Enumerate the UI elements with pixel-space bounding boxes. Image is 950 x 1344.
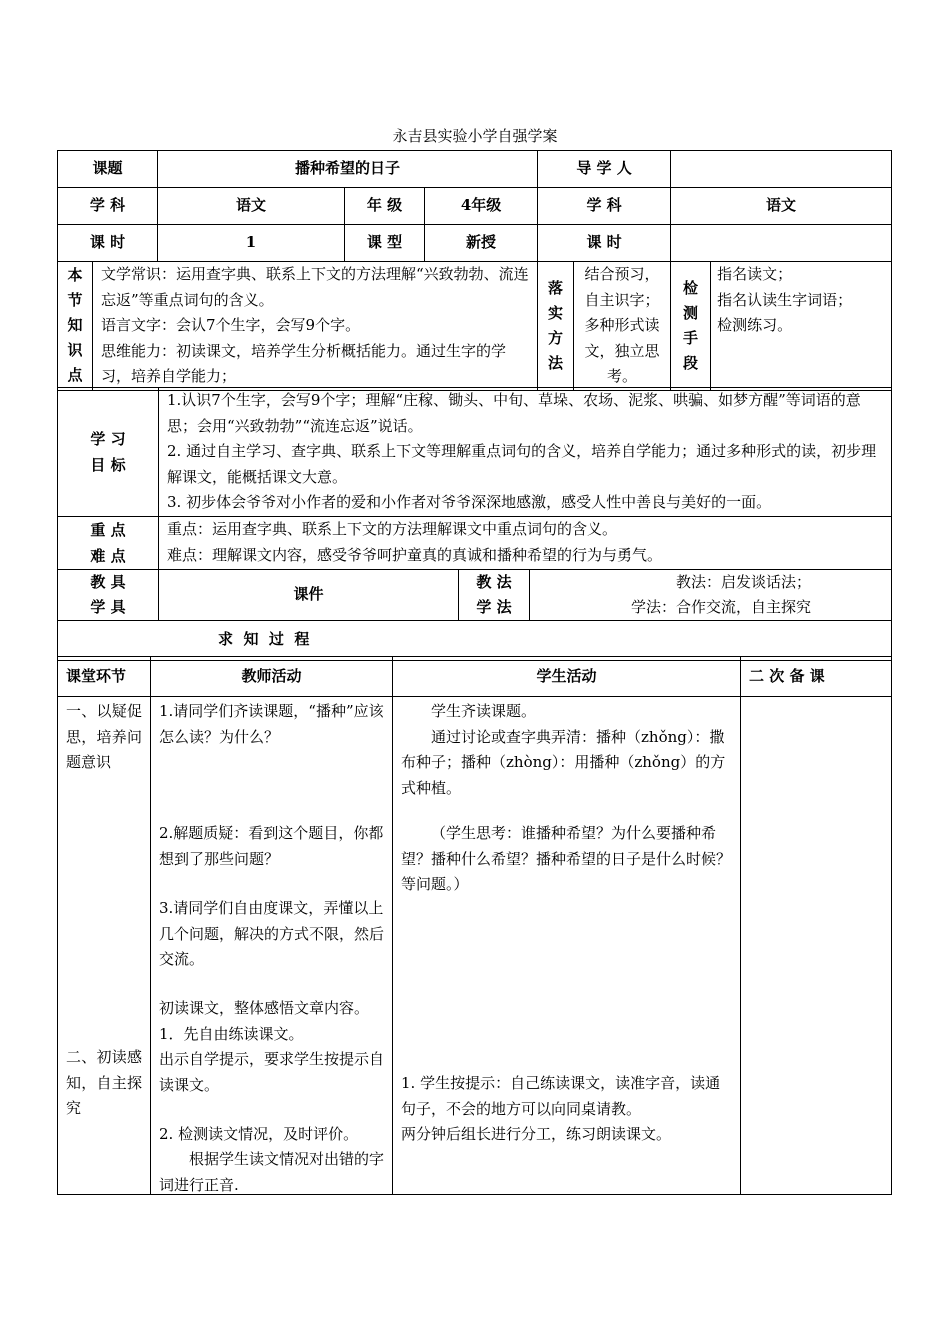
header-table [57,150,892,391]
teacher-step-4: 初读课文，整体感悟文章内容。 1．先自由练读课文。 出示自学提示，要求学生按提示自读课文。 [159,999,385,1094]
col-teacher: 教师活动 [151,657,393,697]
teacher-step-1: 1.请同学们齐读课题，“播种”应该怎么读？为什么？ [159,702,384,746]
student-step-3: （学生思考：谁播种希望？为什么要播种希望？播种什么希望？播种希望的日子是什么时候？等问题。） [401,824,732,893]
goals-text: 1.认识7个生字，会写9个字；理解“庄稼、锄头、中旬、草垛、农场、泥浆、哄骗、如梦方醒”等词语的意思；会用“兴致勃勃”“流连忘返”说话。 2. 通过自主学习、查字典、联系上下文等理解重点词句的含义，培养自学能力；通过多种形式的读，初步理解课文，能概括课文大意。 3. 初步体会爷爷对小作者的爱和小作者对爷爷深深地感激，感受人性中善良与美好的一面。 [159,388,892,517]
col-notes: 二 次 备 课 [741,657,892,697]
process-table [57,656,892,1195]
guide-label: 导 学 人 [538,151,671,188]
methods-cell [530,569,892,620]
grade-label: 年 级 [345,188,425,225]
period-label-2: 课 时 [538,225,671,262]
subject-value: 语文 [158,188,345,225]
method-label: 落 实 方 法 [538,262,574,391]
learn-method: 学法：合作交流，自主探究 [631,597,812,616]
col-student: 学生活动 [393,657,741,697]
teacher-step-3: 3.请同学们自由度课文，弄懂以上几个问题，解决的方式不限，然后交流。 [159,899,385,968]
goals-table [57,387,892,661]
page-title: 永吉县实验小学自强学案 [392,127,558,145]
grade-value: 4年级 [425,188,538,225]
knowledge-text: 文学常识：运用查字典、联系上下文的方法理解“兴致勃勃、流连忘返”等重点词句的含义。 语言文字：会认7个生字，会写9个字。 思维能力：初读课文，培养学生分析概括能力。通过生字的学习，培养自学能力； [93,262,538,391]
student-step-4: 1. 学生按提示：自己练读课文，读准字音，读通句子，不会的地方可以向同桌请教。 两分钟后组长进行分工，练习朗读课文。 [401,1074,721,1143]
teacher-step-6: 根据学生读文情况对出错的字词进行正音. [159,1150,385,1194]
stage-1: 一、以疑促思，培养问题意识 [66,702,142,771]
type-label: 课 型 [345,225,425,262]
guide-value [671,151,892,188]
tools-value: 课件 [159,569,459,620]
check-label: 检 测 手 段 [671,262,711,391]
subject-label-2: 学 科 [538,188,671,225]
teacher-cell [151,697,393,1195]
process-title: 求 知 过 程 [58,620,892,660]
period-label: 课 时 [58,225,158,262]
student-step-1: 学生齐读课题。 [431,702,537,720]
tools-method-label: 教 法 学 法 [459,569,530,620]
stage-2: 二、初读感知，自主探究 [66,1048,142,1117]
goals-label: 学 习 目 标 [58,388,159,517]
topic-value: 播种希望的日子 [158,151,538,188]
subject-value-2: 语文 [671,188,892,225]
keypoints-text: 重点：运用查字典、联系上下文的方法理解课文中重点词句的含义。 难点：理解课文内容，感受爷爷呵护童真的真诚和播种希望的行为与勇气。 [159,516,892,569]
subject-label: 学 科 [58,188,158,225]
period-value: 1 [158,225,345,262]
topic-label: 课题 [58,151,158,188]
teach-method: 教法：启发谈话法； [676,572,812,591]
type-value: 新授 [425,225,538,262]
teacher-step-5: 2. 检测读文情况，及时评价。 [159,1125,359,1143]
check-text: 指名读文； 指名认读生字词语； 检测练习。 [711,262,892,391]
student-cell [393,697,741,1195]
col-stage: 课堂环节 [58,657,151,697]
period-value-2 [671,225,892,262]
notes-cell [741,697,892,1195]
method-text: 结合预习，自主识字； 多种形式读文，独立思考。 [574,262,671,391]
keypoints-label: 重 点 难 点 [58,516,159,569]
teacher-step-2: 2.解题质疑：看到这个题目，你都想到了那些问题？ [159,824,384,868]
knowledge-label: 本 节 知 识 点 [58,262,93,391]
stage-cell [58,697,151,1195]
tools-label: 教 具 学 具 [58,569,159,620]
student-step-2: 通过讨论或查字典弄清：播种（zhǒng）：撒布种子；播种（zhòng）：用播种（zhǒng）的方式种植。 [401,727,726,797]
